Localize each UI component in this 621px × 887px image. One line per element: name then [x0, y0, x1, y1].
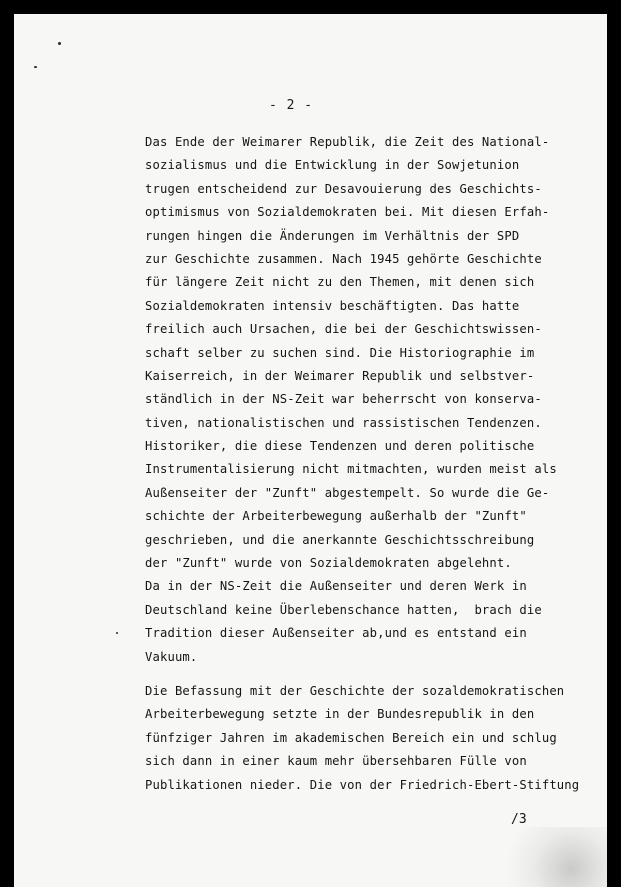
text-line: geschrieben, und die anerkannte Geschichtsschreibung — [145, 532, 535, 547]
paragraph — [145, 131, 557, 669]
text-line: Sozialdemokraten intensiv beschäftigten. Das hatte — [145, 298, 520, 313]
text-line: freilich auch Ursachen, die bei der Geschichtswissen- — [145, 322, 542, 337]
text-line: schichte der Arbeiterbewegung außerhalb der "Zunft" — [145, 509, 527, 524]
text-line: Vakuum. — [145, 649, 198, 664]
text-line: Die Befassung mit der Geschichte der sozaldemokratischen — [145, 684, 565, 698]
text-line: Instrumentalisierung nicht mitmachten, wurden meist als — [145, 462, 557, 477]
text-line: Publikationen nieder. Die von der Friedrich-Ebert-Stiftung — [145, 777, 580, 792]
text-line: Arbeiterbewegung setzte in der Bundesrepublik in den — [145, 707, 535, 722]
text-line: der "Zunft" wurde von Sozialdemokraten abgelehnt. — [145, 556, 512, 571]
text-line: ständlich in der NS-Zeit war beherrscht von konserva- — [145, 392, 542, 407]
text-line: Tradition dieser Außenseiter ab,und es entstand ein — [145, 626, 527, 641]
text-line: optimismus von Sozialdemokraten bei. Mit diesen Erfah- — [145, 205, 550, 220]
text-line: zur Geschichte zusammen. Nach 1945 gehörte Geschichte — [145, 251, 542, 266]
paragraph — [145, 680, 579, 797]
scan-speck — [116, 632, 118, 634]
text-line: schaft selber zu suchen sind. Die Historiographie im — [145, 345, 535, 360]
scan-speck — [34, 66, 37, 68]
text-line: rungen hingen die Änderungen im Verhältnis der SPD — [145, 228, 520, 243]
text-line: tiven, nationalistischen und rassistischen Tendenzen. — [145, 415, 542, 430]
text-line: Das Ende der Weimarer Republik, die Zeit des National- — [145, 135, 550, 149]
text-line: trugen entscheidend zur Desavouierung des Geschichts- — [145, 181, 542, 196]
text-line: Außenseiter der "Zunft" abgestempelt. So wurde die Ge- — [145, 485, 550, 500]
document-page — [14, 14, 607, 887]
text-line: sich dann in einer kaum mehr übersehbaren Fülle von — [145, 754, 527, 769]
text-line: Deutschland keine Überlebenschance hatten, brach die — [145, 602, 542, 617]
text-line: für längere Zeit nicht zu den Themen, mit denen sich — [145, 275, 535, 290]
scan-noise — [487, 827, 607, 887]
page-number: - 2 - — [269, 98, 314, 113]
continuation-mark: /3 — [511, 812, 527, 827]
text-line: fünfziger Jahren im akademischen Bereich ein und schlug — [145, 730, 557, 745]
text-line: Historiker, die diese Tendenzen und deren politische — [145, 439, 535, 454]
scan-speck — [58, 42, 61, 45]
text-line: Da in der NS-Zeit die Außenseiter und deren Werk in — [145, 579, 527, 594]
text-line: sozialismus und die Entwicklung in der Sowjetunion — [145, 158, 520, 173]
text-line: Kaiserreich, in der Weimarer Republik und selbstver- — [145, 368, 535, 383]
